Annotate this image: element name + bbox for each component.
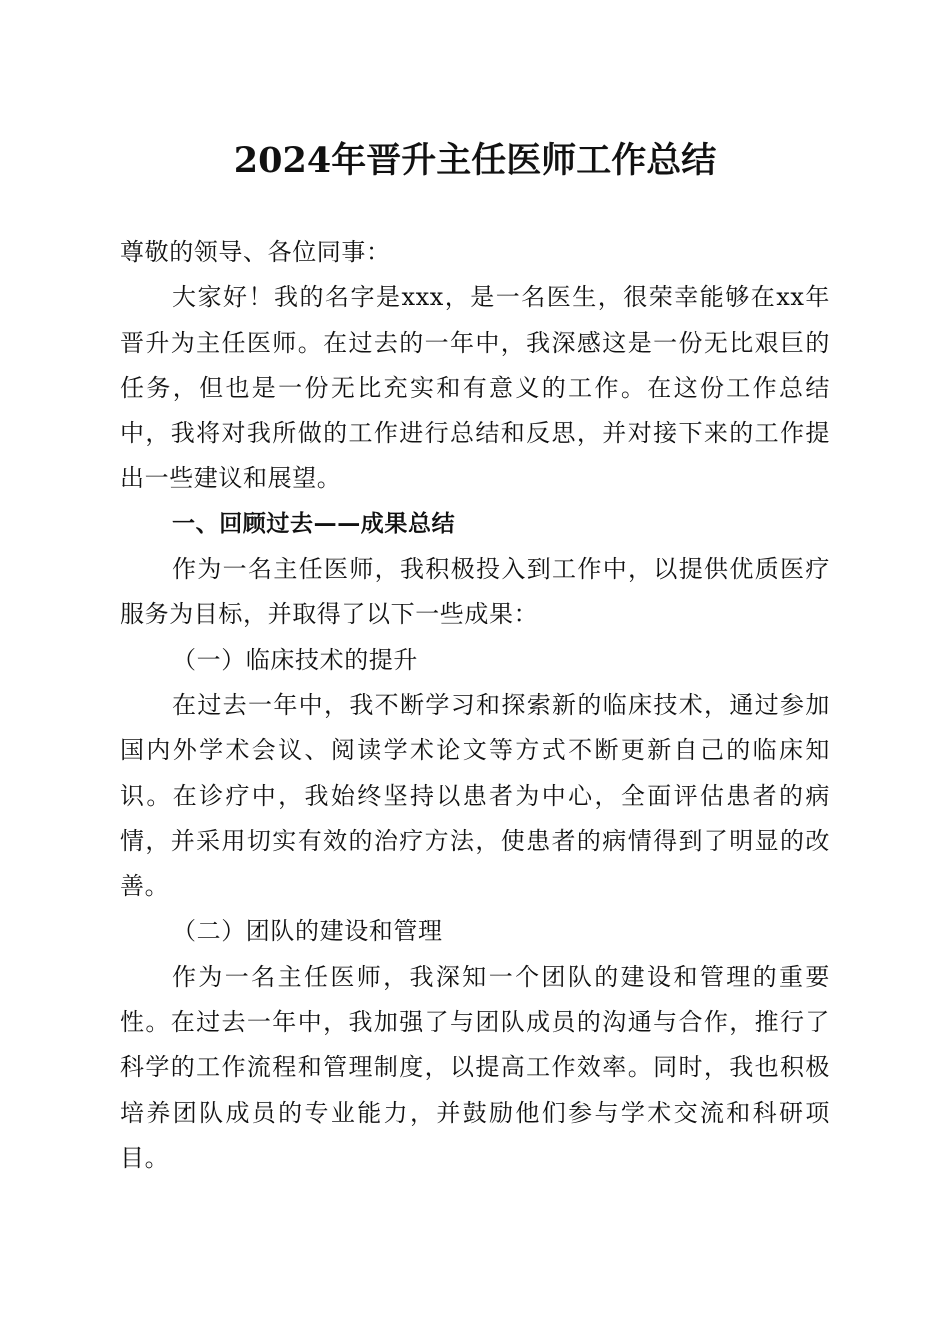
subsection-2-text: 作为一名主任医师，我深知一个团队的建设和管理的重要性。在过去一年中，我加强了与团队成员的沟通与合作，推行了科学的工作流程和管理制度，以提高工作效率。同时，我也积极培养团队成员的专业能力，并鼓励他们参与学术交流和科研项目。 [120,962,830,1172]
subsection-1-text: 在过去一年中，我不断学习和探索新的临床技术，通过参加国内外学术会议、阅读学术论文等方式不断更新自己的临床知识。在诊疗中，我始终坚持以患者为中心，全面评估患者的病情，并采用切实有效的治疗方法，使患者的病情得到了明显的改善。 [120,690,830,901]
subsection-heading-1: （一）临床技术的提升 [172,645,418,674]
document-body [120,230,830,1181]
salutation: 尊敬的领导、各位同事： [120,238,391,266]
document-title: 2024年晋升主任医师工作总结 [233,140,717,181]
subsection-heading-2: （二）团队的建设和管理 [172,917,443,946]
section-1-intro: 作为一名主任医师，我积极投入到工作中，以提供优质医疗服务为目标，并取得了以下一些成果： [120,555,830,629]
intro-paragraph: 大家好！我的名字是xxx，是一名医生，很荣幸能够在xx年晋升为主任医师。在过去的一年中，我深感这是一份无比艰巨的任务，但也是一份无比充实和有意义的工作。在这份工作总结中，我将对我所做的工作进行总结和反思，并对接下来的工作提出一些建议和展望。 [120,283,830,493]
section-heading-1: 一、回顾过去——成果总结 [172,510,456,537]
